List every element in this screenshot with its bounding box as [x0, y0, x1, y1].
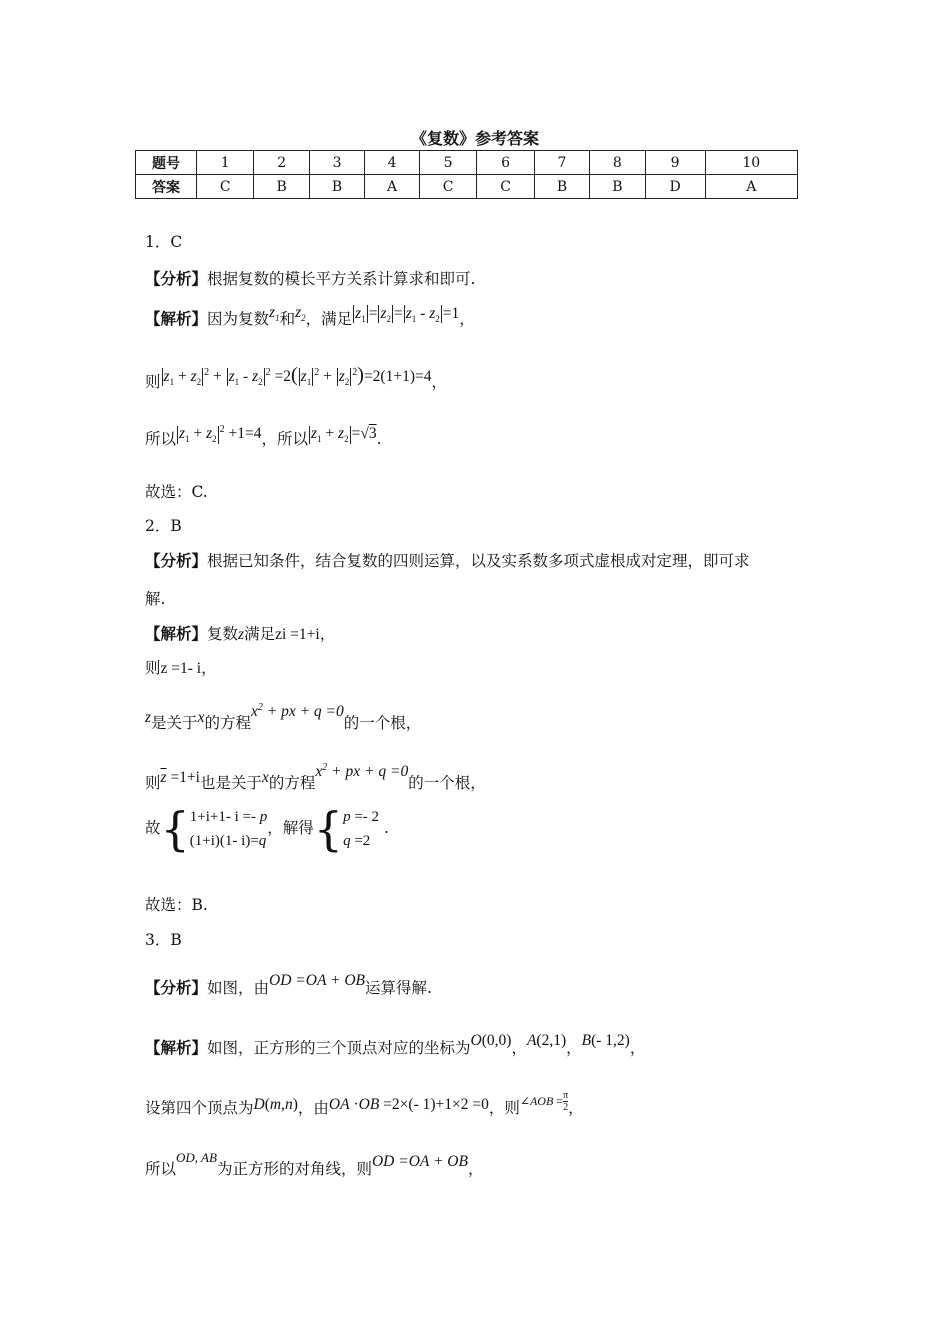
q1-solution-line3: 所以 $z_1 + z_2^2 +1=4$，所以 $z_1 + z_2 =√3$. [145, 424, 382, 449]
table-cell: C [419, 175, 476, 199]
analysis-tag: 【分析】 [145, 978, 208, 997]
q2-solution-line3: z是关于x的方程$x^2$ + px + q =0的一个根， [145, 702, 422, 733]
q2-heading: 2．B [145, 517, 182, 535]
text-span: ，满足 [305, 310, 353, 328]
table-cell: 2 [254, 151, 309, 175]
q3-solution-line3: 所以$^{OD, AB}$为正方形的对角线，则OD =OA + OB， [145, 1150, 484, 1178]
text-span: 是关于 [151, 714, 198, 733]
table-row-answers [136, 175, 798, 199]
text-span: 因为复数 [207, 310, 270, 328]
text-span: 则 [145, 774, 161, 793]
table-answer-label: 答案 [136, 175, 197, 199]
q3-solution-line2: 设第四个顶点为D(m,n)，由OA ·OB =2×(- 1)+1×2 =0，则$^{\angle AOB =}$ $\frac{\pi}{2}$ ， [145, 1090, 584, 1117]
text-span: ，则 [488, 1099, 520, 1117]
q1-solution-line1: 【解析】因为复数$z_1$和$z_2$，满足 $z_1 = z_2 = z_1 - z_2 =1$， [145, 304, 475, 328]
text-span: 的方程 [204, 714, 251, 733]
table-cell: B [590, 175, 645, 199]
table-header-label: 题号 [136, 151, 197, 175]
solution-tag: 【解析】 [145, 309, 208, 328]
q2-analysis-line2: 解. [145, 590, 166, 608]
q2-solution-line4: 则$\overline{z} =1+i$也是关于x的方程$x^2$ + px + q =0的一个根， [145, 762, 486, 793]
solution-tag: 【解析】 [145, 624, 208, 643]
text-span: ，解得 [267, 819, 314, 837]
analysis-text: 根据复数的模长平方关系计算求和即可. [207, 270, 476, 288]
text-span: ，由 [297, 1099, 329, 1117]
text-span: 的方程 [268, 774, 316, 793]
q2-conclusion: 故选：B. [145, 896, 208, 914]
answer-table [135, 150, 798, 199]
text-span: 和 [279, 310, 296, 328]
text-span: 的一个根， [343, 714, 422, 733]
table-cell: 4 [365, 151, 420, 175]
q2-analysis-line1 [145, 549, 750, 571]
table-cell: A [365, 175, 420, 199]
solution-tag: 【解析】 [145, 1038, 208, 1057]
table-cell: 3 [309, 151, 364, 175]
table-cell: 5 [419, 151, 476, 175]
q1-solution-line2: 则 $z_1 + z_2^2 + z_1 - z_2^2 =2$( $z_1^2 + z_2^2)=2(1+1)=4$， [145, 364, 448, 391]
text-span: 复数 [207, 625, 239, 643]
table-cell: B [309, 175, 364, 199]
table-row-numbers [136, 151, 798, 175]
table-cell: 9 [645, 151, 705, 175]
table-cell: 8 [590, 151, 645, 175]
analysis-text: 根据已知条件，结合复数的四则运算，以及实系数多项式虚根成对定理，即可求 [207, 552, 750, 570]
text-span: 运算得解. [365, 979, 432, 997]
q3-solution-line1: 【解析】如图，正方形的三个顶点对应的坐标为O(0,0)，A(2,1)，B(- 1,2)， [145, 1032, 646, 1057]
q2-solution-line1: 【解析】复数z满足zi =1+i， [145, 624, 336, 643]
text-span: 满足 [244, 625, 276, 643]
table-cell: 7 [534, 151, 589, 175]
q1-heading: 1．C [145, 233, 183, 251]
table-cell: A [705, 175, 797, 199]
page-title: 《复数》参考答案 [410, 129, 539, 148]
text-span: 也是关于 [199, 774, 262, 793]
text-span: 则 [145, 373, 161, 391]
q2-solution-line5: 故{ 1+i+1- i =- p (1+i)(1- i)=q ，解得{ p =- 2 q =2 . [145, 802, 389, 856]
table-cell: B [254, 175, 309, 199]
text-span: 如图，由 [207, 979, 270, 997]
table-cell: C [477, 175, 534, 199]
text-span: 故 [145, 819, 161, 837]
table-cell: D [645, 175, 705, 199]
text-span: 所以 [145, 1160, 177, 1178]
text-span: 为正方形的对角线，则 [216, 1160, 372, 1178]
q3-analysis: 【分析】如图，由OD =OA + OB运算得解. [145, 972, 432, 997]
text-span: 如图，正方形的三个顶点对应的坐标为 [207, 1039, 471, 1057]
q1-analysis [145, 267, 475, 289]
analysis-tag: 【分析】 [145, 269, 208, 288]
q1-conclusion: 故选：C. [145, 483, 208, 501]
text-span: 则 [145, 659, 161, 677]
q3-heading: 3．B [145, 931, 182, 949]
text-span: ，所以 [261, 430, 308, 449]
table-cell: C [197, 175, 254, 199]
table-cell: 6 [477, 151, 534, 175]
analysis-tag: 【分析】 [145, 551, 208, 570]
table-cell: B [534, 175, 589, 199]
text-span: 设第四个顶点为 [145, 1099, 254, 1117]
text-span: 的一个根， [408, 774, 486, 793]
table-cell: 10 [705, 151, 797, 175]
q2-solution-line2: 则z =1- i， [145, 659, 217, 677]
table-cell: 1 [197, 151, 254, 175]
text-span: 所以 [145, 430, 177, 449]
